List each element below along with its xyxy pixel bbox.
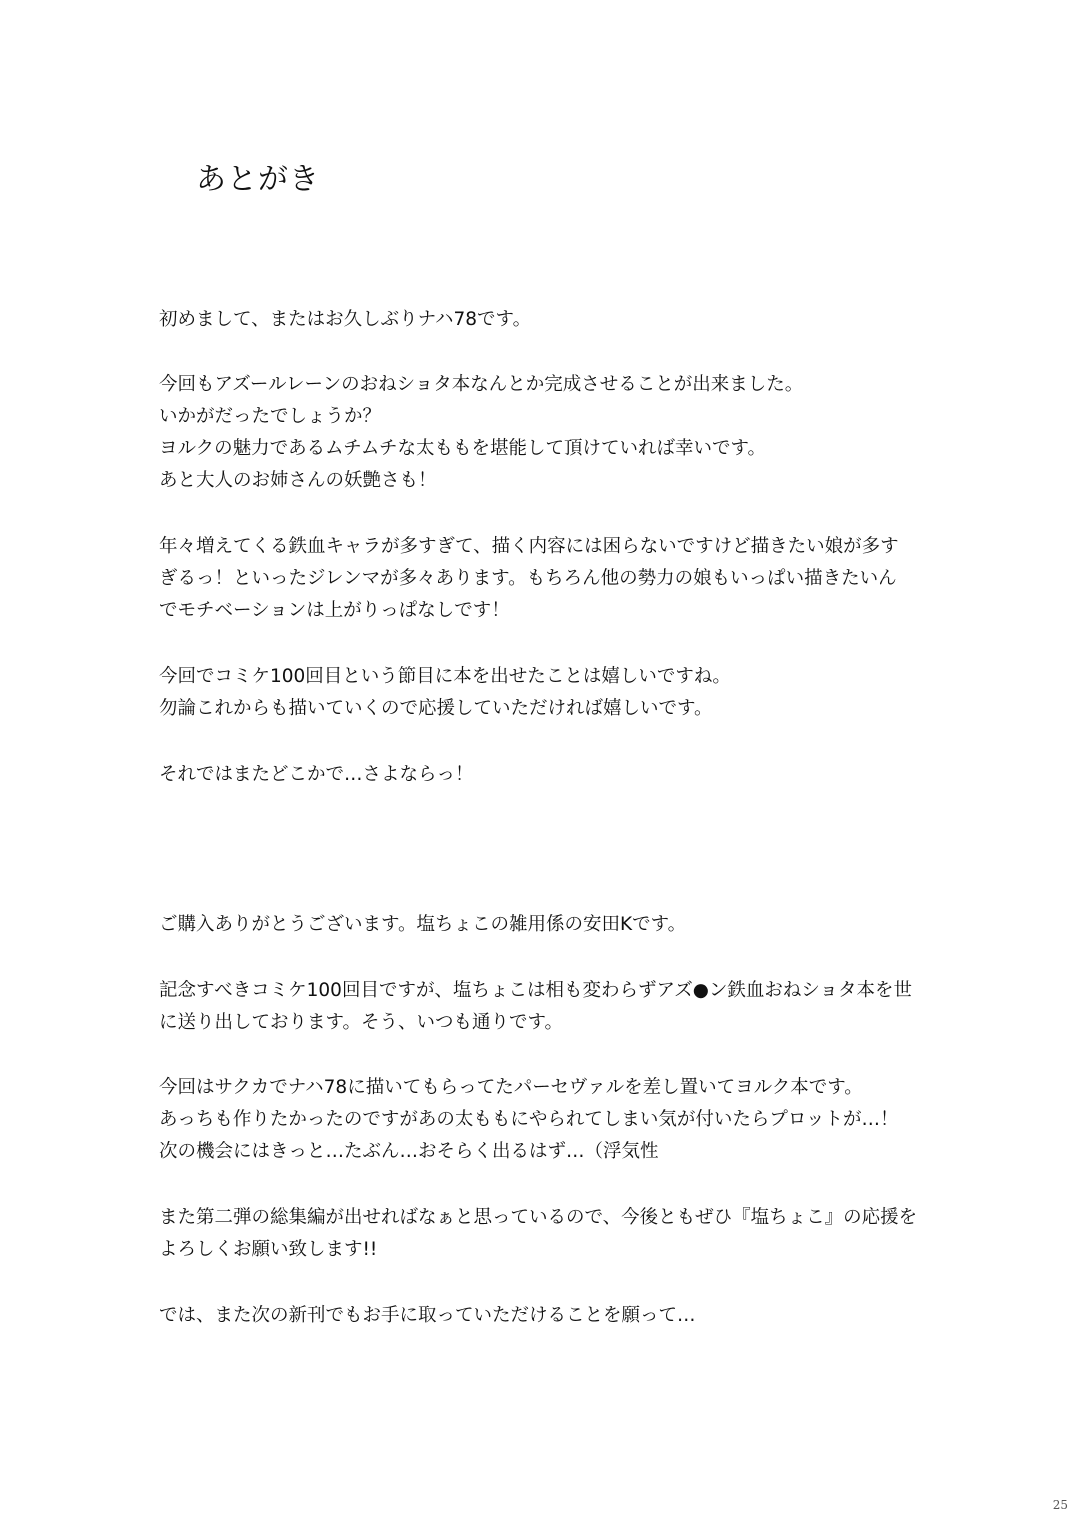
s1-p3-line: 年々増えてくる鉄血キャラが多すぎて、描く内容には困らないですけど描きたい娘が多す — [159, 536, 899, 557]
s2-p4-line: よろしくお願い致します!! — [159, 1239, 378, 1260]
s1-p3-line: でモチベーションは上がりっぱなしです！ — [159, 600, 510, 621]
s1-p4-line: 勿論これからも描いていくので応援していただければ嬉しいです。 — [159, 698, 713, 719]
s1-p2-line: あと大人のお姉さんの妖艶さも！ — [159, 470, 437, 491]
s1-p2-line: 今回もアズールレーンのおねショタ本なんとか完成させることが出来ました。 — [159, 374, 804, 395]
s2-p2-line: 記念すべきコミケ100回目ですが、塩ちょこは相も変わらずアズ●ン鉄血おねショタ本を世 — [159, 980, 912, 1001]
s1-p4-line: 今回でコミケ100回目という節目に本を出せたことは嬉しいですね。 — [159, 666, 731, 687]
s2-p3-line: 今回はサクカでナハ78に描いてもらってたパーセヴァルを差し置いてヨルク本です。 — [159, 1077, 863, 1098]
page-title: あとがき — [196, 162, 320, 197]
s2-p3-line: 次の機会にはきっと…たぶん…おそらく出るはず…（浮気性 — [159, 1141, 659, 1162]
s2-p2-line: に送り出しております。そう、いつも通りです。 — [159, 1012, 564, 1033]
s2-p5-line: では、また次の新刊でもお手に取っていただけることを願って… — [159, 1305, 696, 1326]
page-number: 25 — [1052, 1498, 1068, 1512]
s1-p5-line: それではまたどこかで…さよならっ！ — [159, 764, 474, 785]
s1-p3-line: ぎるっ！といったジレンマが多々あります。もちろん他の勢力の娘もいっぱい描きたいん — [159, 568, 897, 589]
s2-p3-line: あっちも作りたかったのですがあの太ももにやられてしまい気が付いたらプロットが…！ — [159, 1109, 899, 1130]
s1-p2-line: いかがだったでしょうか？ — [159, 406, 382, 427]
s2-p1-line: ご購入ありがとうございます。塩ちょこの雑用係の安田Kです。 — [159, 914, 687, 935]
s1-p2-line: ヨルクの魅力であるムチムチな太ももを堪能して頂けていれば幸いです。 — [159, 438, 766, 459]
s2-p4-line: また第二弾の総集編が出せればなぁと思っているので、今後ともぜひ『塩ちょこ』の応援を — [159, 1207, 918, 1228]
s1-p1-line: 初めまして、またはお久しぶりナハ78です。 — [159, 309, 532, 330]
